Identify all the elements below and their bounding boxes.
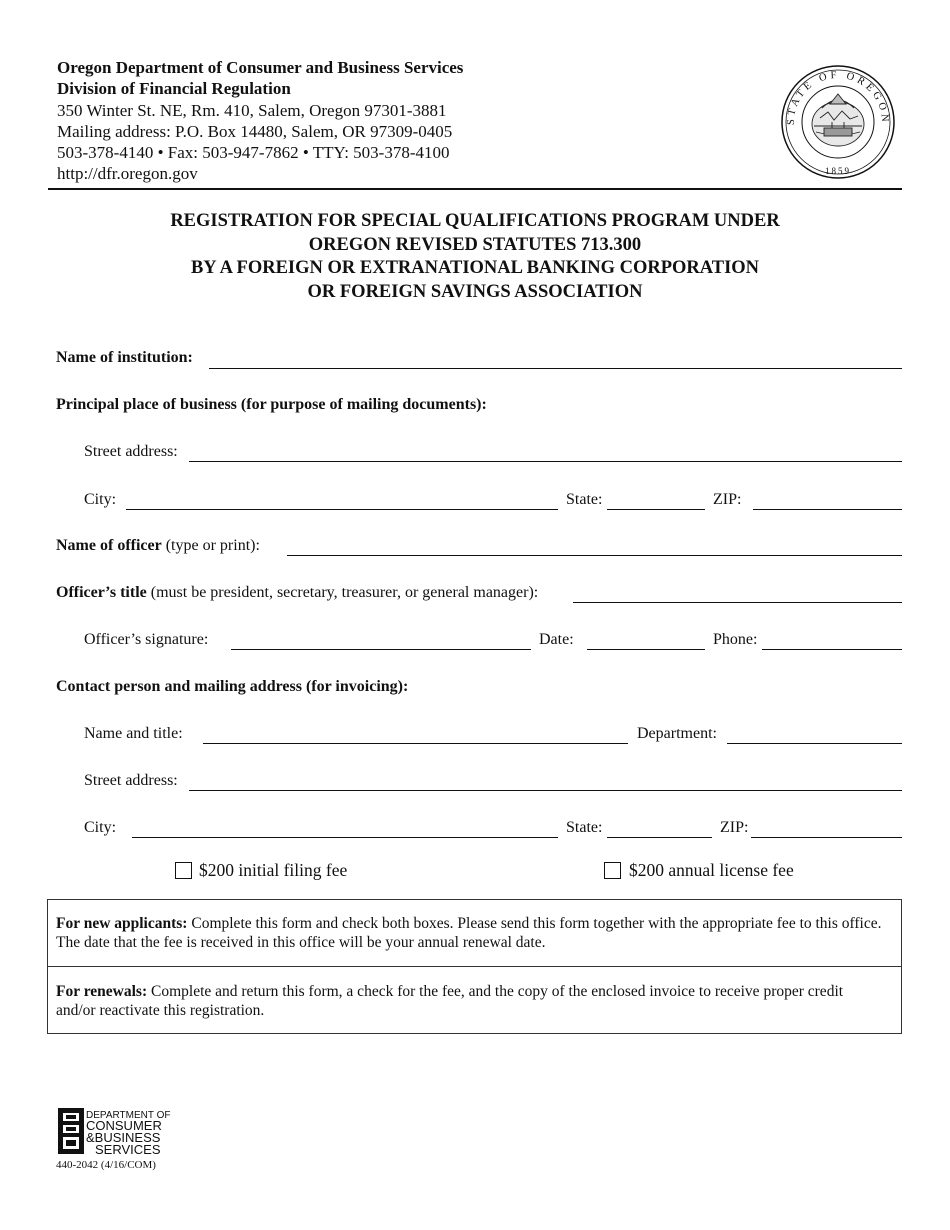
principal-place-heading: Principal place of business (for purpose of mailing documents): — [56, 396, 487, 413]
form-number: 440-2042 (4/16/COM) — [56, 1159, 156, 1171]
state-seal-icon — [780, 64, 896, 180]
contact-state-field[interactable] — [607, 837, 712, 838]
department-label: Department: — [637, 725, 717, 742]
city-field[interactable] — [126, 509, 558, 510]
logo-line-2: CONSUMER — [86, 1118, 162, 1133]
seal-ring-text: STATE OF OREGON — [785, 69, 891, 126]
new-applicants-note-text: Complete this form and check both boxes. Please send this form together with the appropriate fee to this office. The date that the fee is received in this office will be your annual renewal date. — [56, 915, 882, 951]
date-field[interactable] — [587, 649, 705, 650]
website-link[interactable]: http://dfr.oregon.gov — [57, 164, 198, 184]
new-applicants-note — [56, 914, 886, 952]
dcbs-logo — [57, 1107, 177, 1162]
form-title — [0, 210, 950, 304]
officer-name-label-bold: Name of officer — [56, 537, 162, 554]
title-line-2: OREGON REVISED STATUTES 713.300 — [308, 234, 642, 255]
contact-heading: Contact person and mailing address (for invoicing): — [56, 678, 409, 695]
annual-fee-label: $200 annual license fee — [629, 860, 794, 880]
officer-name-label-rest: (type or print): — [161, 537, 260, 554]
street-address-line: 350 Winter St. NE, Rm. 410, Salem, Oregon 97301-3881 — [57, 100, 447, 120]
officer-title-label-rest: (must be president, secretary, treasurer, or general manager): — [146, 584, 539, 601]
signature-field[interactable] — [231, 649, 531, 650]
city-label: City: — [84, 491, 117, 508]
logo-line-3: &BUSINESS — [86, 1130, 161, 1145]
signature-label: Officer’s signature: — [84, 631, 209, 648]
phone-label: Phone: — [713, 631, 758, 648]
contact-city-label: City: — [84, 819, 117, 836]
officer-title-label — [56, 583, 538, 603]
dcbs-logo-icon — [57, 1107, 177, 1157]
renewals-note-bold: For renewals: — [56, 983, 148, 1000]
contact-zip-field[interactable] — [751, 837, 902, 838]
contact-city-field[interactable] — [132, 837, 558, 838]
new-applicants-note-bold: For new applicants: — [56, 915, 188, 932]
agency-header — [57, 57, 463, 185]
contact-zip-label: ZIP: — [720, 819, 749, 836]
street-address-label: Street address: — [84, 443, 178, 460]
zip-field[interactable] — [753, 509, 902, 510]
officer-name-label — [56, 536, 260, 556]
street-address-field[interactable] — [189, 461, 902, 462]
initial-fee-label: $200 initial filing fee — [199, 860, 348, 880]
title-line-4: OR FOREIGN SAVINGS ASSOCIATION — [307, 281, 643, 302]
mailing-address-line: Mailing address: P.O. Box 14480, Salem, OR 97309-0405 — [57, 121, 453, 141]
title-line-3: BY A FOREIGN OR EXTRANATIONAL BANKING CORPORATION — [190, 258, 760, 278]
renewals-note-text: Complete and return this form, a check for the fee, and the copy of the enclosed invoice to receive proper credit and/or reactivate this registration. — [56, 983, 844, 1019]
title-line-1: REGISTRATION FOR SPECIAL QUALIFICATIONS PROGRAM UNDER — [170, 211, 780, 231]
officer-title-label-bold: Officer’s title — [56, 584, 147, 601]
zip-label: ZIP: — [713, 491, 742, 508]
logo-line-1: DEPARTMENT OF — [86, 1110, 171, 1121]
state-field[interactable] — [607, 509, 705, 510]
contact-state-label: State: — [566, 819, 603, 836]
phone-line: 503-378-4140 • Fax: 503-947-7862 • TTY: 503-378-4100 — [57, 143, 450, 163]
date-label: Date: — [539, 631, 574, 648]
state-label: State: — [566, 491, 603, 508]
seal-year: 1859 — [825, 166, 851, 176]
contact-street-field[interactable] — [189, 790, 902, 791]
logo-line-4: SERVICES — [95, 1142, 161, 1157]
name-title-label: Name and title: — [84, 725, 183, 742]
renewals-note — [56, 982, 886, 1020]
agency-name: Oregon Department of Consumer and Business Services — [57, 58, 464, 77]
name-title-field[interactable] — [203, 743, 628, 744]
department-field[interactable] — [727, 743, 902, 744]
annual-fee-checkbox[interactable] — [604, 862, 621, 879]
header-divider — [48, 188, 902, 190]
officer-name-field[interactable] — [287, 555, 902, 556]
institution-field[interactable] — [209, 368, 902, 369]
division-name: Division of Financial Regulation — [57, 79, 291, 99]
phone-field[interactable] — [762, 649, 902, 650]
contact-street-label: Street address: — [84, 772, 178, 789]
initial-fee-checkbox[interactable] — [175, 862, 192, 879]
institution-label: Name of institution: — [56, 349, 193, 366]
officer-title-field[interactable] — [573, 602, 902, 603]
